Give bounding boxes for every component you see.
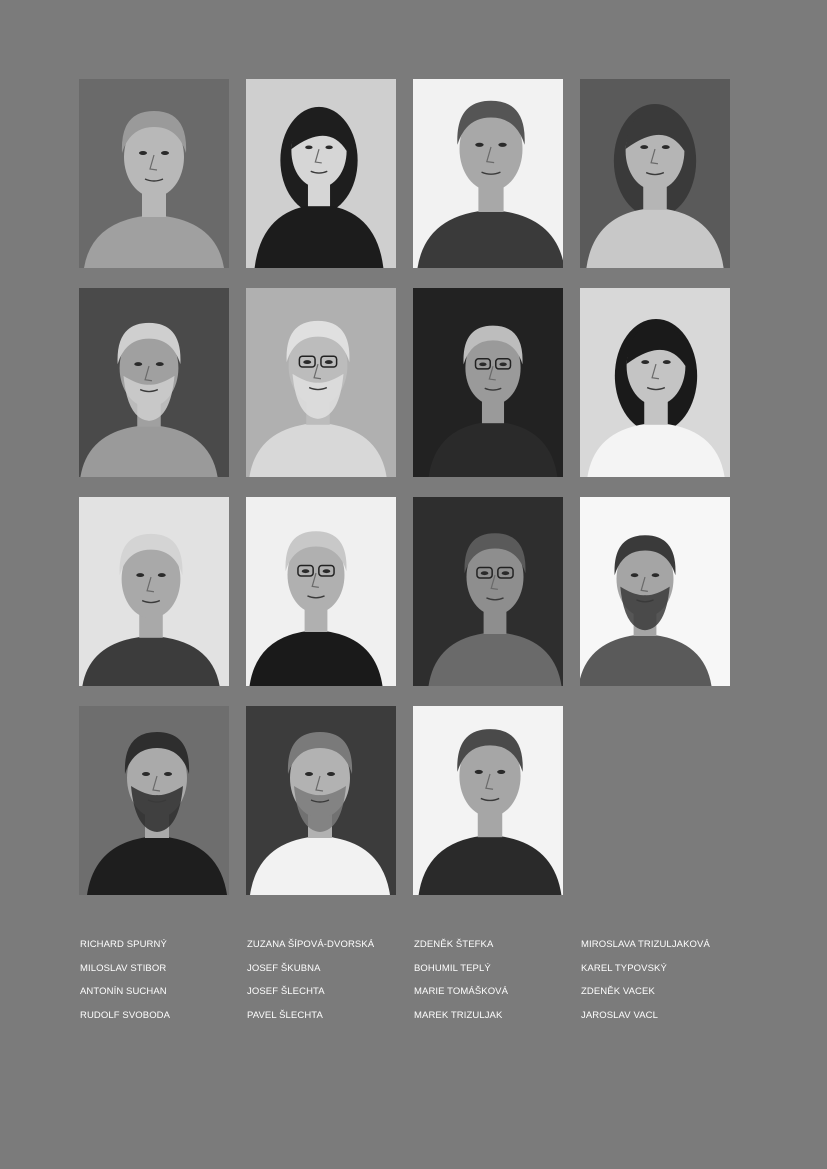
- left-eye: [305, 772, 313, 776]
- left-eye: [479, 362, 486, 366]
- portrait-photo: [79, 497, 229, 686]
- person-name: ZDENĚK VACEK: [581, 986, 655, 997]
- right-eye: [499, 362, 506, 366]
- person-name: BOHUMIL TEPLÝ: [414, 962, 491, 974]
- person-name: JOSEF ŠKUBNA: [247, 962, 321, 974]
- right-eye: [325, 360, 333, 364]
- right-eye: [663, 360, 671, 364]
- portrait-photo: [580, 288, 730, 477]
- portrait-photo: [246, 288, 396, 477]
- portrait-photo: [580, 706, 730, 895]
- right-eye: [161, 151, 169, 155]
- portrait-photo: [79, 79, 229, 268]
- person-name: MAREK TRIZULJAK: [414, 1009, 503, 1021]
- portrait-photo: [413, 79, 563, 268]
- right-eye: [164, 772, 172, 776]
- left-eye: [302, 569, 310, 573]
- right-eye: [158, 573, 166, 577]
- left-eye: [305, 145, 312, 149]
- person-name: JOSEF ŠLECHTA: [247, 986, 325, 997]
- left-eye: [481, 571, 489, 575]
- left-eye: [475, 770, 483, 774]
- person-name: ZUZANA ŠÍPOVÁ-DVORSKÁ: [247, 939, 375, 950]
- left-eye: [640, 145, 648, 149]
- portrait-photo: [246, 79, 396, 268]
- portrait-photo: [246, 706, 396, 895]
- right-eye: [502, 571, 510, 575]
- right-eye: [497, 770, 505, 774]
- left-eye: [142, 772, 150, 776]
- right-eye: [325, 145, 332, 149]
- portrait-grid: [79, 79, 730, 895]
- left-eye: [631, 573, 639, 577]
- portrait-photo: [79, 706, 229, 895]
- person-name: ZDENĚK ŠTEFKA: [414, 939, 494, 950]
- person-name: MIROSLAVA TRIZULJAKOVÁ: [581, 939, 710, 950]
- right-eye: [156, 362, 164, 366]
- portrait-photo: [246, 497, 396, 686]
- person-name: RUDOLF SVOBODA: [80, 1009, 171, 1021]
- portrait-photo: [580, 79, 730, 268]
- person-name: MILOSLAV STIBOR: [80, 962, 167, 974]
- person-name: RICHARD SPURNÝ: [80, 939, 167, 950]
- person-name: MARIE TOMÁŠKOVÁ: [414, 986, 509, 997]
- left-eye: [136, 573, 144, 577]
- left-eye: [475, 143, 483, 147]
- left-eye: [139, 151, 147, 155]
- right-eye: [323, 569, 331, 573]
- portrait-photo: [413, 497, 563, 686]
- left-eye: [641, 360, 649, 364]
- left-eye: [303, 360, 311, 364]
- person-name: ANTONÍN SUCHAN: [80, 986, 167, 997]
- person-name: PAVEL ŠLECHTA: [247, 1009, 323, 1021]
- person-name: KAREL TYPOVSKÝ: [581, 962, 667, 974]
- right-eye: [662, 145, 670, 149]
- right-eye: [327, 772, 335, 776]
- portrait-photo: [413, 706, 563, 895]
- name-list: [80, 939, 748, 1033]
- right-eye: [498, 143, 506, 147]
- portrait-photo: [580, 497, 730, 686]
- portrait-photo: [79, 288, 229, 477]
- right-eye: [652, 573, 660, 577]
- portrait-photo: [413, 288, 563, 477]
- left-eye: [134, 362, 142, 366]
- person-name: JAROSLAV VACL: [581, 1009, 658, 1021]
